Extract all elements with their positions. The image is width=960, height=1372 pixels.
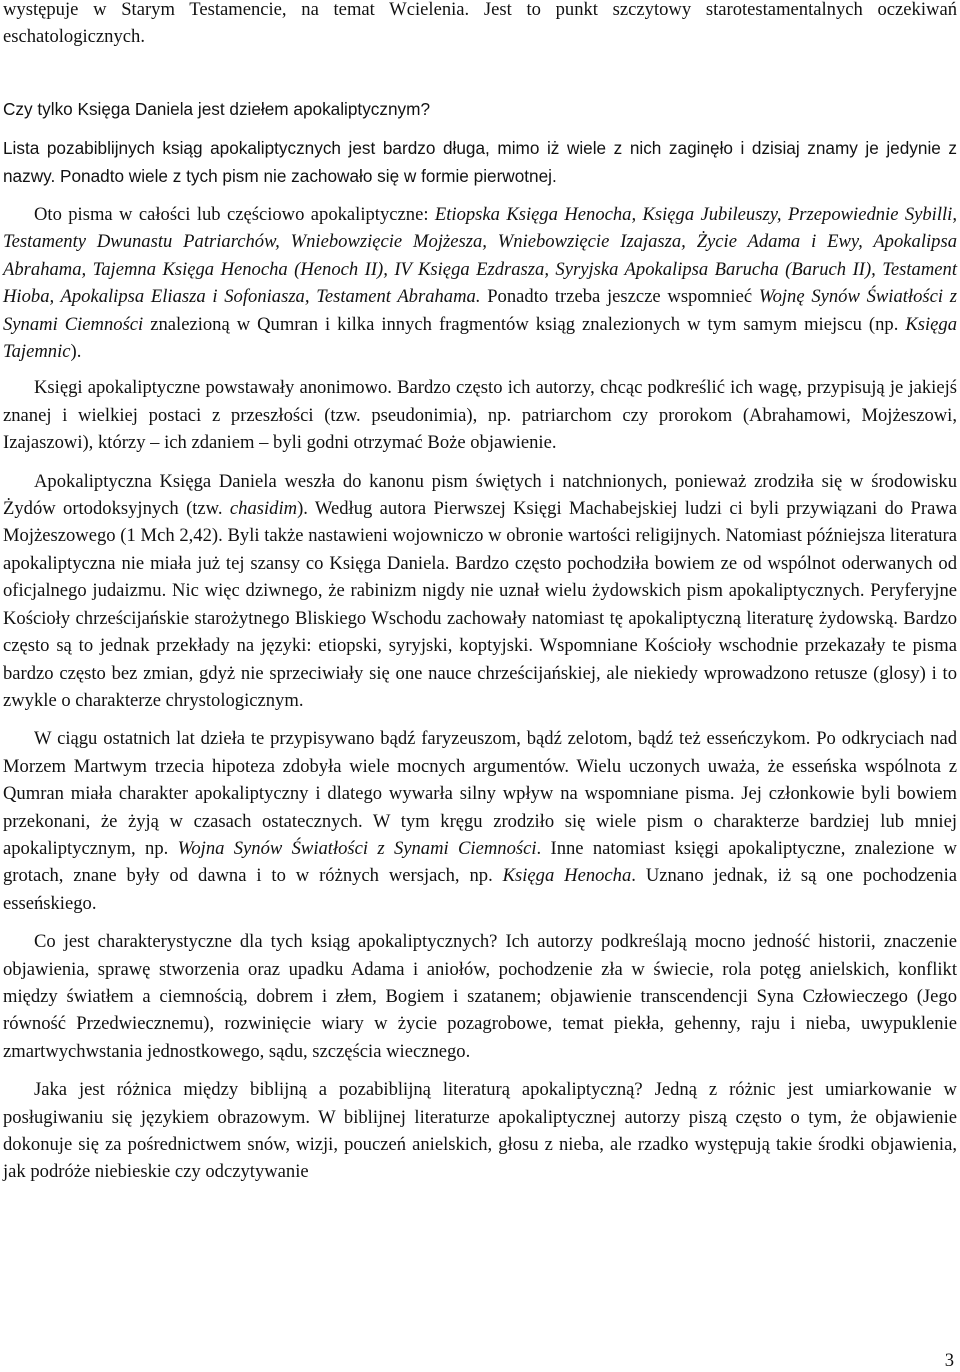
- continued-text: występuje w Starym Testamencie, na temat Wcielenia. Jest to punkt szczytowy starotestamentalnych oczekiwań eschatologicznych.: [3, 0, 957, 48]
- section-intro: [3, 96, 957, 190]
- page-number: 3: [944, 1350, 954, 1371]
- paragraph-anonymity: Księgi apokaliptyczne powstawały anonimowo. Bardzo często ich autorzy, chcąc podkreślić ich wagę, przypisują je jakiejś znanej i wielkiej postaci z przeszłości (tzw. pseudonimia), np. patriarchom czy prorokom (Abrahamowi, Mojżeszowi, Izajaszowi), którzy – ich zdaniem – byli godni otrzymać Boże objawienie.: [3, 377, 957, 454]
- paragraph-differences: Jaka jest różnica między biblijną a pozabiblijną literaturą apokaliptyczną? Jedną z różnic jest umiarkowanie w posługiwaniu się językiem obrazowym. W biblijnej literaturze apokaliptycznej autorzy piszą często o tym, że objawienie dokonuje się za pośrednictwem snów, wizji, pouczeń anielskich, głosu z nieba, ale rzadko występują takie środki objawienia, jak podróże niebieskie czy odczytywanie: [3, 1079, 957, 1183]
- paragraph-characteristics: Co jest charakterystyczne dla tych ksiąg apokaliptycznych? Ich autorzy podkreślają mocno jedność historii, znaczenie objawienia, sprawę stworzenia oraz upadku Adama i aniołów, pochodzenie zła w świecie, rola potęg anielskich, konflikt między światłem a ciemnością, dobrem i złem, Bogiem i szatanem; objawienie transcendencji Syna Człowieczego (Jego równość Przedwiecznemu), rozwinięcie wiary w życie pozagrobowe, temat piekła, gehenny, raju i nieba, uwypuklenie zmartwychwstania jednostkowego, sądu, szczęścia wiecznego.: [3, 931, 957, 1062]
- book-titles-list: Etiopska Księga Henocha, Księga Jubileuszy, Przepowiednie Sybilli, Testamenty Dwunastu Patriarchów, Wniebowzięcie Mojżesza, Wniebowzięcie Izajasza, Życie Adama i Ewy, Apokalipsa Abrahama, Tajemna Księga Henocha (Henoch II), IV Księga Ezdrasza, Syryjska Apokalipsa Barucha (Baruch II), Testament Hioba, Apokalipsa Eliasza i Sofoniasza, Testament Abrahama.: [3, 204, 957, 308]
- book-title-war-scroll: Wojnę Synów Światłości z Synami Ciemności: [3, 286, 957, 335]
- paragraph-essenes: W ciągu ostatnich lat dzieła te przypisywano bądź faryzeuszom, bądź zelotom, bądź też esseńczykom. Po odkryciach nad Morzem Martwym trzecia hipoteza zdobyła wiele mocnych argumentów. Wielu uczonych uważa, że esseńska wspólnota z Qumran miała charakter apokaliptyczny i dlatego wywarła silny wpływ na wspomniane pisma. Jej członkowie byli bowiem przekonani, że żyją w czasach ostatecznych. W tym kręgu zrodziło się wiele pism o charakterze bardziej lub mniej apokaliptycznym, np. Wojna Synów Światłości z Synami Ciemności. Inne natomiast księgi apokaliptyczne, znalezione w grotach, znane były od dawna i to w różnych wersjach, np. Księga Henocha. Uznano jednak, iż są one pochodzenia esseńskiego.: [3, 728, 957, 914]
- term-chasidim: chasidim: [229, 498, 298, 520]
- section-heading: Czy tylko Księga Daniela jest dziełem apokaliptycznym?: [3, 99, 431, 119]
- book-title-mysteries: Księga Tajemnic: [3, 313, 957, 363]
- body-text: [3, 201, 957, 1186]
- book-title-enoch: Księga Henocha: [502, 865, 632, 887]
- paragraph-daniel-canon: Apokaliptyczna Księga Daniela weszła do kanonu pism świętych i natchnionych, ponieważ zrodziła się w środowisku Żydów ortodoksyjnych (tzw. chasidim). Według autora Pierwszej Księgi Machabejskiej ludzi ci byli przywiązani do Prawa Mojżeszowego (1 Mch 2,42). Byli także nastawieni wojowniczo w obronie wartości religijnych. Natomiast późniejsza literatura apokaliptyczna nie miała już tej szansy co Księga Daniela. Bardzo często pochodziła bowiem ze od wspólnot oderwanych od oficjalnego judaizmu. Nic więc dziwnego, że rabinizm nigdy nie uznał wielu żydowskich pism apokaliptycznych. Peryferyjne Kościoły chrześcijańskie starożytnego Bliskiego Wschodu zachowały natomiast tę apokaliptyczną literaturę żydowską. Bardzo często są to jednak przekłady na języki: etiopski, syryjski, koptyjski. Wspomniane Kościoły wschodnie przekazały te pisma bardzo często bez zmian, gdyż nie sprzeciwiały się one nauce chrześcijańskiej, ale niekiedy wprowadzono retusze (glosy) i to zwykle o charakterze chrystologicznym.: [3, 470, 957, 711]
- continued-paragraph: [3, 0, 957, 51]
- book-title-war-scroll-2: Wojna Synów Światłości z Synami Ciemności: [177, 837, 537, 859]
- paragraph-apocryphal-list: Oto pisma w całości lub częściowo apokaliptyczne: Etiopska Księga Henocha, Księga Jubileuszy, Przepowiednie Sybilli, Testamenty Dwunastu Patriarchów, Wniebowzięcie Mojżesza, Wniebowzięcie Izajasza, Życie Adama i Ewy, Apokalipsa Abrahama, Tajemna Księga Henocha (Henoch II), IV Księga Ezdrasza, Syryjska Apokalipsa Barucha (Baruch II), Testament Hioba, Apokalipsa Eliasza i Sofoniasza, Testament Abrahama. Ponadto trzeba jeszcze wspomnieć Wojnę Synów Światłości z Synami Ciemności znalezioną w Qumran i kilka innych fragmentów ksiąg znalezionych w tym samym miejscu (np. Księga Tajemnic).: [3, 204, 957, 363]
- section-intro-text: Lista pozabiblijnych ksiąg apokaliptycznych jest bardzo długa, mimo iż wiele z nich zaginęło i dzisiaj znamy je jedynie z nazwy. Ponadto wiele z tych pism nie zachowało się w formie pierwotnej.: [3, 138, 957, 186]
